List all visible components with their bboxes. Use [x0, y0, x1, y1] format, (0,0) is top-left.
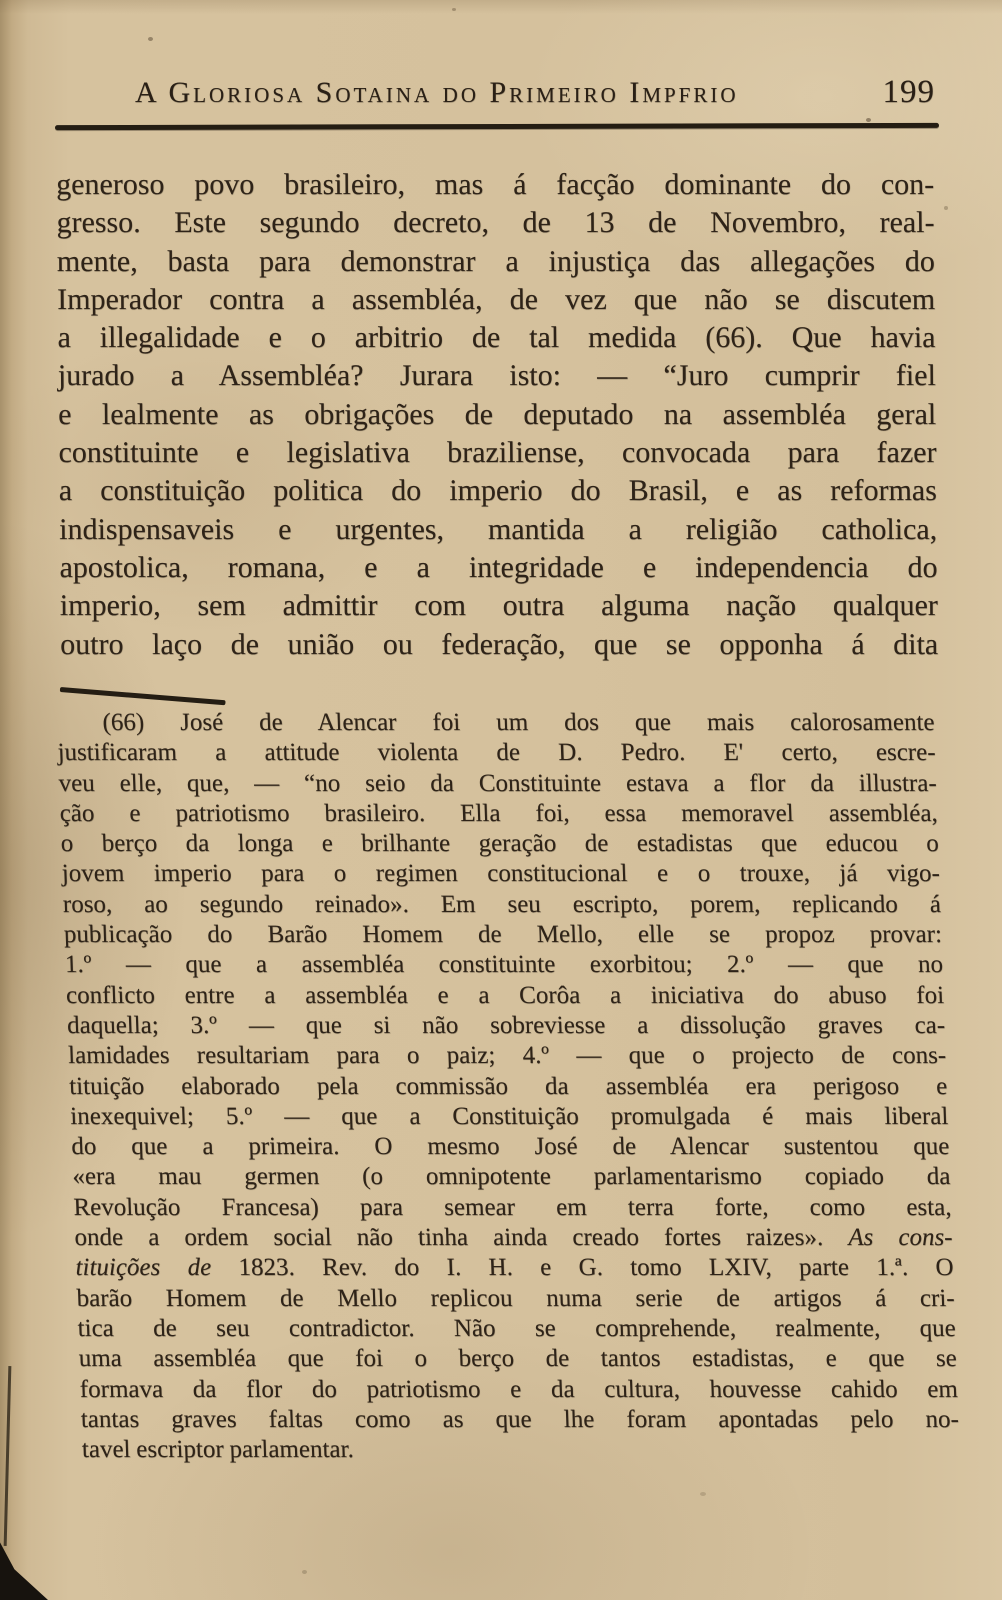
footnote-text-line-mixed: [75, 1253, 954, 1283]
footnote-italic-text: tituições de: [75, 1254, 212, 1282]
footnote-text-line: daquella; 3.º — que si não sobreviesse a dissolução graves ca-: [66, 1011, 946, 1039]
body-text-line: indispensaveis e urgentes, mantida a religião catholica,: [59, 512, 938, 546]
body-text-line: a constituição politica do imperio do Brasil, e as reformas: [58, 474, 937, 508]
body-text-line: e lealmente as obrigações de deputado na assembléa geral: [58, 397, 937, 431]
paper-speck: [700, 1492, 706, 1496]
footnote-text-line: publicação do Barão Homem de Mello, elle se propoz provar:: [63, 921, 943, 949]
dark-corner-shadow: [0, 1536, 48, 1600]
paper-speck: [118, 756, 121, 759]
footnote-italic-text: As cons-: [847, 1224, 953, 1252]
page-number: 199: [882, 74, 935, 110]
paper-speck: [866, 118, 871, 122]
footnote-text-line: (66) José de Alencar foi um dos que mais calorosamente: [102, 709, 935, 736]
footnote-text-line: roso, ao segundo reinado». Em seu escripto, porem, replicando á: [62, 890, 942, 918]
body-text-line: imperio, sem admittir com outra alguma nação qualquer: [59, 589, 938, 623]
body-text-line: gresso. Este segundo decreto, de 13 de Novembro, real-: [56, 206, 935, 240]
paper-speck: [148, 37, 153, 41]
body-text-line: jurado a Assembléa? Jurara isto: — “Juro cumprir fiel: [57, 359, 936, 393]
footnote-text-line: uma assembléa que foi o berço de tantos estadistas, e que se: [78, 1345, 958, 1373]
footnote-block: [56, 708, 960, 1465]
main-text-block: [56, 166, 938, 664]
body-text-line: constituinte e legislativa braziliense, convocada para fazer: [58, 436, 937, 470]
footnote-text-line: tantas graves faltas como as que lhe foram apontadas pelo no-: [80, 1405, 960, 1433]
footnote-separator-rule: [60, 687, 226, 705]
footnote-text-line: barão Homem de Mello replicou numa serie de artigos á cri-: [76, 1284, 956, 1312]
footnote-regular-text: 1823. Rev. do I. H. e G. tomo LXIV, parte 1.ª. O: [210, 1254, 955, 1282]
page-header: [135, 74, 935, 111]
footnote-text-line: tavel escriptor parlamentar.: [81, 1436, 355, 1464]
paper-speck: [944, 206, 948, 210]
page-edge-crease: [4, 1366, 12, 1546]
footnote-text-line: lamidades resultariam para o paiz; 4.º — que o projecto de cons-: [67, 1042, 947, 1070]
paper-speck: [452, 8, 456, 11]
footnote-text-line: «era mau germen (o omnipotente parlamentarismo copiado da: [71, 1163, 951, 1191]
footnote-text-line: do que a primeira. O mesmo José de Alencar sustentou que: [70, 1133, 950, 1161]
footnote-text-line: veu elle, que, — “no seio da Constituinte estava a flor da illustra-: [58, 769, 938, 797]
body-text-line: Imperador contra a assembléa, de vez que não se discutem: [57, 282, 936, 316]
footnote-regular-text: onde a ordem social não tinha ainda creado fortes raizes».: [74, 1224, 849, 1252]
footnote-text-line: inexequivel; 5.º — que a Constituição promulgada é mais liberal: [69, 1102, 949, 1130]
footnote-text-line: jovem imperio para o regimen constitucional e o trouxe, já vigo-: [61, 860, 941, 888]
footnote-text-line: tica de seu contradictor. Não se comprehende, realmente, que: [77, 1314, 957, 1342]
footnote-text-line: o berço da longa e brilhante geração de estadistas que educou o: [60, 830, 940, 858]
body-text-line: mente, basta para demonstrar a injustiça das allegações do: [56, 244, 935, 278]
footnote-text-line: tituição elaborado pela commissão da assembléa era perigoso e: [68, 1072, 948, 1100]
paper-speck: [302, 1570, 307, 1574]
footnote-text-line: formava da flor do patriotismo e da cultura, houvesse cahido em: [79, 1375, 959, 1403]
body-text-line: generoso povo brasileiro, mas á facção dominante do con-: [56, 168, 935, 201]
body-text-line: a illegalidade e o arbitrio de tal medida (66). Que havia: [57, 321, 936, 355]
footnote-text-line: ção e patriotismo brasileiro. Ella foi, essa memoravel assembléa,: [59, 799, 939, 827]
footnote-text-line: Revolução Francesa) para semear em terra forte, como esta,: [72, 1193, 952, 1221]
body-text-line: outro laço de união ou federação, que se opponha á dita: [60, 627, 939, 661]
footnote-text-line: conflicto entre a assembléa e a Corôa a iniciativa do abuso foi: [65, 981, 945, 1009]
body-text-line: apostolica, romana, e a integridade e independencia do: [59, 550, 938, 584]
footnote-text-line: 1.º — que a assembléa constituinte exorbitou; 2.º — que no: [64, 951, 944, 979]
footnote-text-line-mixed: [74, 1223, 953, 1253]
running-title: A Gloriosa Sotaina do Primeiro Impfrio: [135, 76, 739, 109]
header-rule: [55, 123, 939, 130]
footnote-text-line: justificaram a attitude violenta de D. Pedro. E' certo, escre-: [57, 739, 937, 767]
